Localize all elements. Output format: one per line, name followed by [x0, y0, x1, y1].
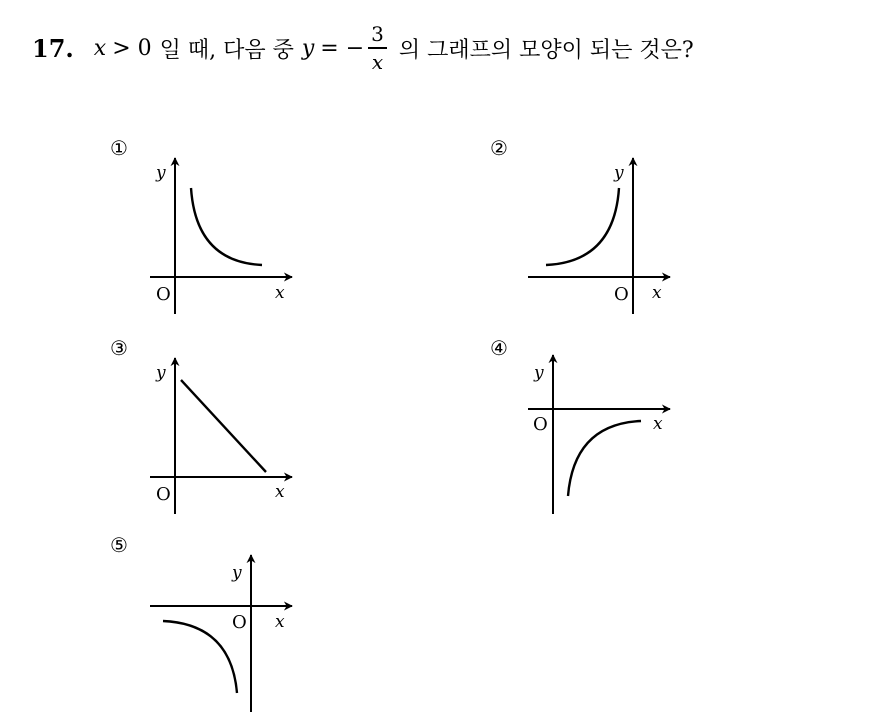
option-3-graph[interactable] [150, 358, 292, 514]
question-text-rest: 의 그래프의 모양이 되는 것은? [398, 37, 694, 63]
option-4-graph[interactable] [528, 355, 670, 514]
equation-variable: y [301, 35, 315, 61]
option-4-curve [568, 421, 641, 496]
option-5-origin-label: O [232, 612, 247, 633]
option-3-x-label: x [275, 482, 285, 502]
option-3-line [181, 380, 266, 472]
condition-variable: x [93, 35, 107, 61]
condition-inequality: > 0 [112, 35, 152, 61]
question-number: 17. [32, 33, 74, 63]
option-1-origin-label: O [156, 284, 171, 305]
option-1-graph[interactable] [150, 158, 292, 314]
option-4-marker[interactable]: ④ [490, 336, 508, 360]
option-1-x-label: x [275, 283, 285, 303]
option-1-curve [191, 188, 262, 265]
option-1-marker[interactable]: ① [110, 136, 128, 160]
option-5-y-label: y [232, 563, 242, 583]
option-2-origin-label: O [614, 284, 629, 305]
option-3-origin-label: O [156, 484, 171, 505]
option-5-x-label: x [275, 612, 285, 632]
option-5-curve [163, 621, 237, 693]
option-2-curve [546, 188, 619, 265]
option-5-graph[interactable] [150, 555, 292, 712]
option-4-origin-label: O [533, 414, 548, 435]
option-2-marker[interactable]: ② [490, 136, 508, 160]
option-1-y-label: y [156, 163, 166, 183]
fraction-numerator: 3 [371, 22, 384, 47]
option-5-marker[interactable]: ⑤ [110, 533, 128, 557]
option-2-y-label: y [614, 163, 624, 183]
option-2-graph[interactable] [528, 158, 670, 314]
option-3-marker[interactable]: ③ [110, 336, 128, 360]
equation-sign: = − [320, 35, 365, 61]
option-3-y-label: y [156, 363, 166, 383]
question-text-when: 일 때, 다음 중 [159, 37, 294, 63]
option-4-x-label: x [653, 414, 663, 434]
option-2-x-label: x [652, 283, 662, 303]
fraction-denominator: x [371, 49, 384, 74]
option-4-y-label: y [534, 363, 544, 383]
